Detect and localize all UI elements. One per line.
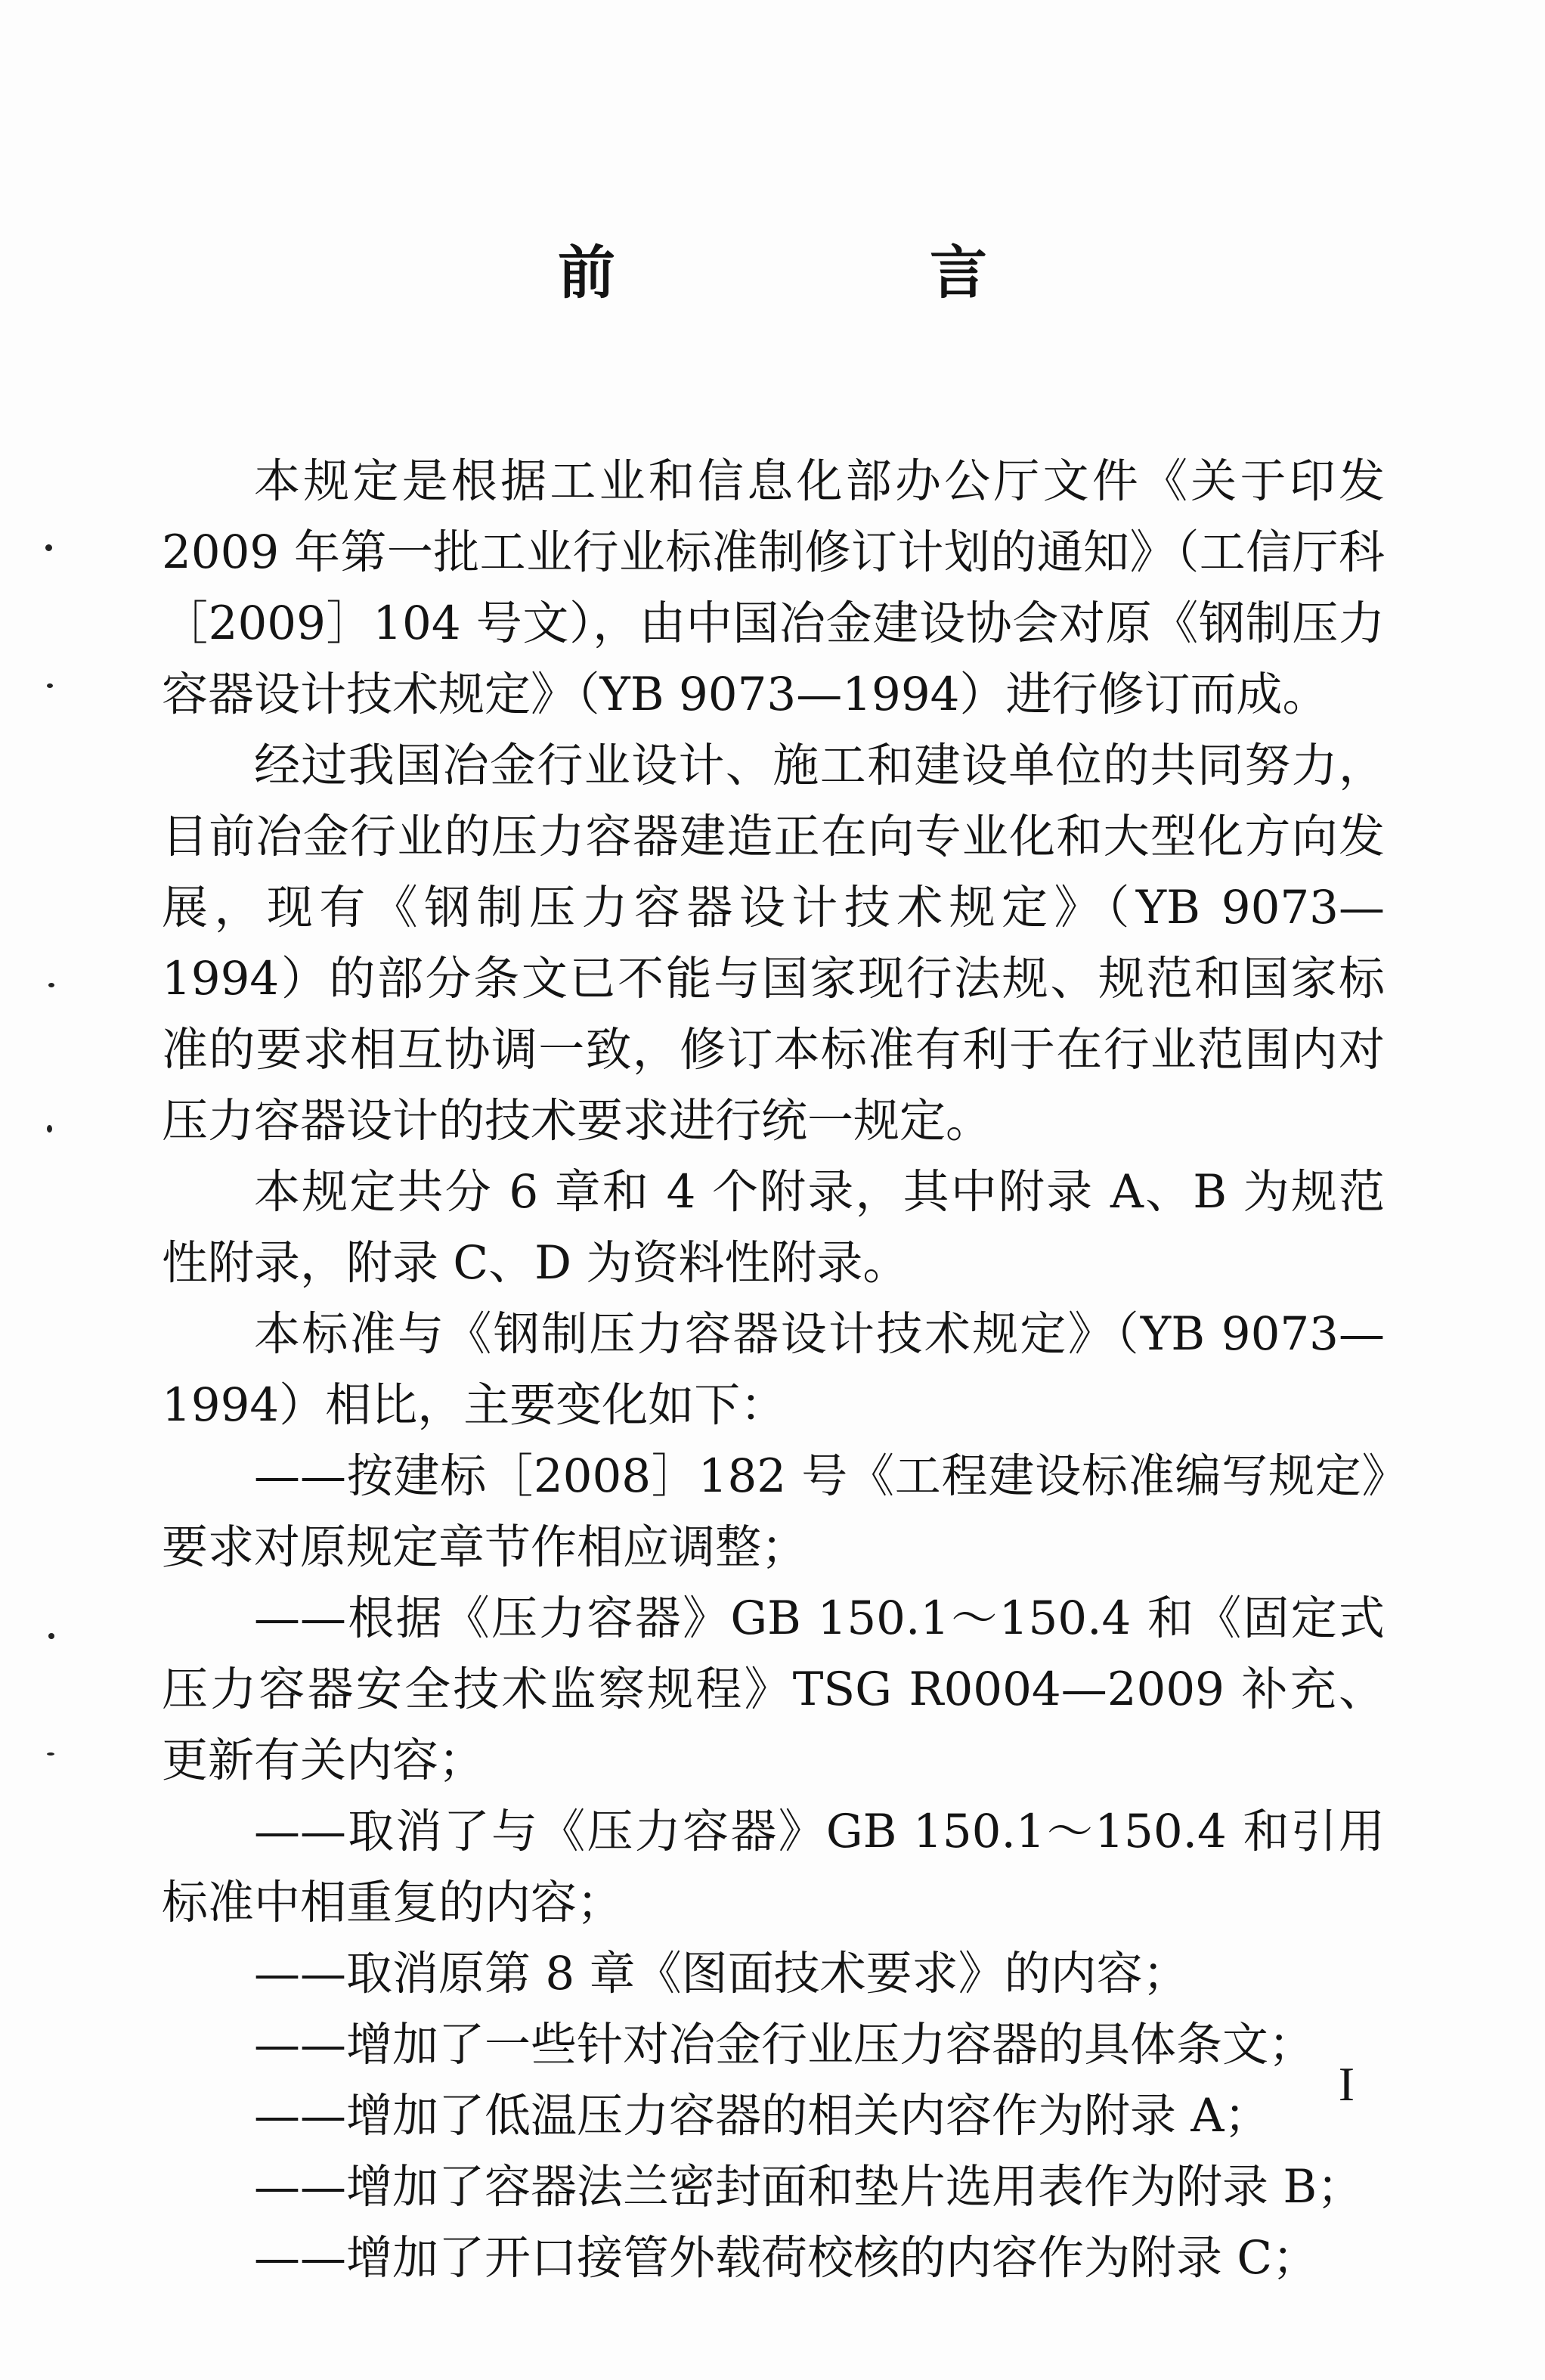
scan-speck	[45, 544, 52, 551]
scan-speck	[48, 983, 54, 987]
body-text	[162, 446, 1385, 2294]
paragraph: 本标准与《钢制压力容器设计技术规定》（YB 9073—1994）相比，主要变化如下：	[162, 1307, 1385, 1432]
paragraph: 本规定共分 6 章和 4 个附录，其中附录 A、B 为规范性附录，附录 C、D 为资料性附录。	[162, 1165, 1385, 1290]
scan-speck	[47, 683, 53, 688]
change-item: ——增加了开口接管外载荷校核的内容作为附录 C；	[254, 2231, 1319, 2285]
change-item: ——增加了容器法兰密封面和垫片选用表作为附录 B；	[254, 2160, 1364, 2214]
paragraph: 经过我国冶金行业设计、施工和建设单位的共同努力，目前冶金行业的压力容器建造正在向专业化和大型化方向发展，现有《钢制压力容器设计技术规定》（YB 9073—1994）的部分条文已不能与国家现行法规、规范和国家标准的要求相互协调一致，修订本标准有利于在行业范围内对压力容器设计的技术要求进行统一规定。	[162, 739, 1385, 1148]
page-title: 前 言	[558, 239, 1116, 306]
change-item: ——按建标［2008］182 号《工程建设标准编写规定》要求对原规定章节作相应调整；	[162, 1449, 1385, 1574]
scan-speck	[47, 1125, 52, 1133]
change-item: ——增加了一些针对冶金行业压力容器的具体条文；	[254, 2018, 1315, 2072]
change-item: ——根据《压力容器》GB 150.1～150.4 和《固定式压力容器安全技术监察规程》TSG R0004—2009 补充、更新有关内容；	[162, 1591, 1385, 1787]
scan-speck	[48, 1633, 54, 1639]
page-number: I	[1338, 2057, 1355, 2111]
change-item: ——增加了低温压力容器的相关内容作为附录 A；	[254, 2089, 1271, 2143]
paragraph: 本规定是根据工业和信息化部办公厅文件《关于印发 2009 年第一批工业行业标准制修订计划的通知》（工信厅科［2009］104 号文），由中国冶金建设协会对原《钢制压力容器设计技术规定》（YB 9073—1994）进行修订而成。	[162, 454, 1385, 721]
scan-speck	[47, 1752, 54, 1756]
change-item: ——取消原第 8 章《图面技术要求》的内容；	[254, 1947, 1189, 2000]
change-item: ——取消了与《压力容器》GB 150.1～150.4 和引用标准中相重复的内容；	[162, 1805, 1385, 1929]
